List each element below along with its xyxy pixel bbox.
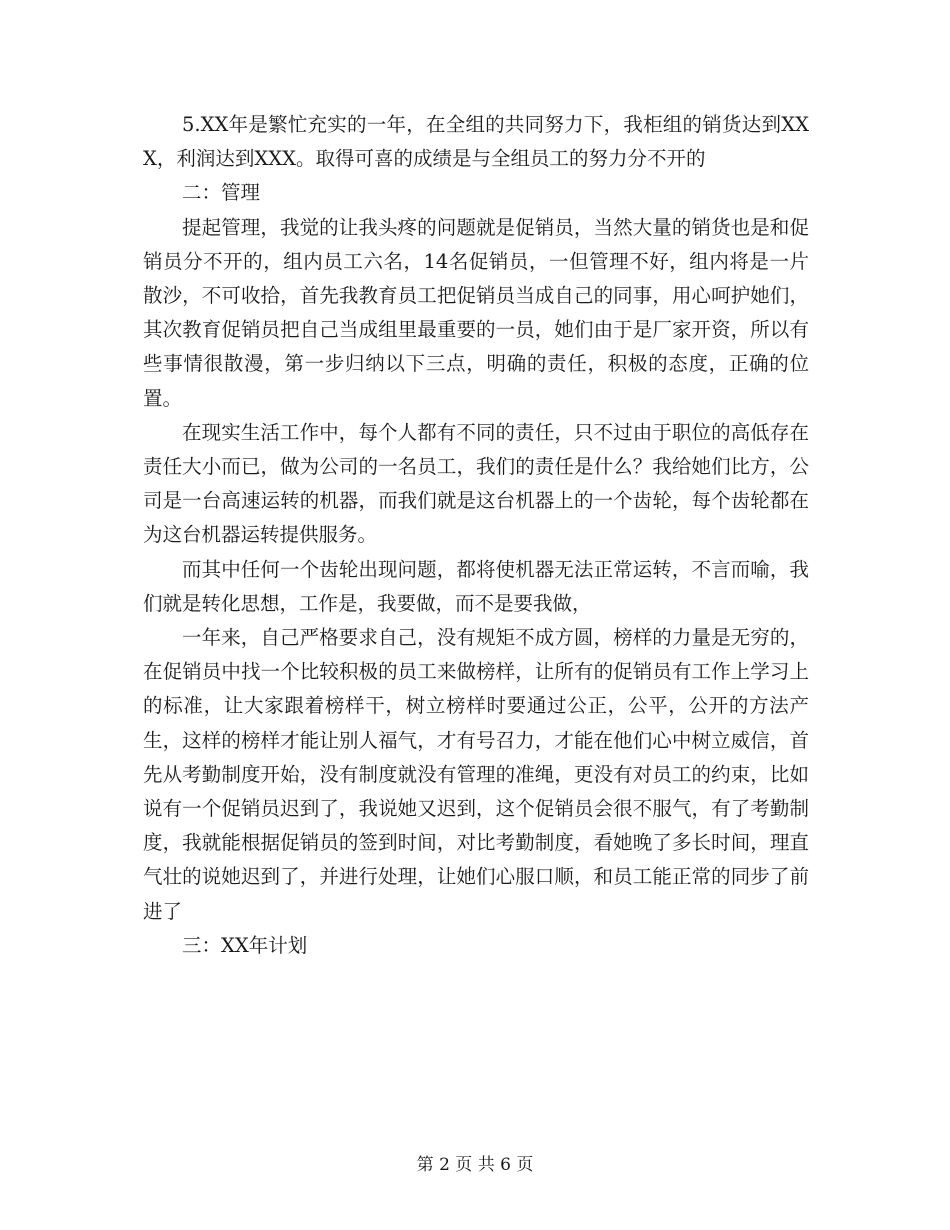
paragraph-sales-summary: 5.XX年是繁忙充实的一年，在全组的共同努力下，我柜组的销货达到XXX，利润达到XXX。取得可喜的成绩是与全组员工的努力分不开的 — [143, 113, 809, 171]
paragraph-responsibility: 在现实生活工作中，每个人都有不同的责任，只不过由于职位的高低存在责任大小而已，做为公司的一名员工，我们的责任是什么？我给她们比方，公司是一台高速运转的机器，而我们就是这台机器上的一个齿轮，每个齿轮都在为这台机器运转提供服务。 — [143, 420, 809, 547]
paragraph-gear-analogy: 而其中任何一个齿轮出现问题，都将使机器无法正常运转，不言而喻，我们就是转化思想，工作是，我要做，而不是要我做， — [143, 557, 809, 615]
page-number-footer: 第 2 页 共 6 页 — [416, 1155, 534, 1175]
section-heading-management: 二：管理 — [182, 181, 261, 205]
section-heading-plan: 三：XX年计划 — [182, 933, 308, 957]
paragraph-management-intro: 提起管理，我觉的让我头疼的问题就是促销员，当然大量的销货也是和促销员分不开的，组内员工六名，14名促销员，一但管理不好，组内将是一片散沙，不可收拾，首先我教育员工把促销员当成自己的同事，用心呵护她们，其次教育促销员把自己当成组里最重要的一员，她们由于是厂家开资，所以有些事情很散漫，第一步归纳以下三点，明确的责任，积极的态度，正确的位置。 — [143, 215, 809, 410]
document-body — [143, 108, 809, 963]
paragraph-role-model: 一年来，自己严格要求自己，没有规矩不成方圆，榜样的力量是无穷的，在促销员中找一个比较积极的员工来做榜样，让所有的促销员有工作上学习上的标准，让大家跟着榜样干，树立榜样时要通过公正，公平，公开的方法产生，这样的榜样才能让别人福气，才有号召力，才能在他们心中树立威信，首先从考勤制度开始，没有制度就没有管理的准绳，更没有对员工的约束，比如说有一个促销员迟到了，我说她又迟到，这个促销员会很不服气，有了考勤制度，我就能根据促销员的签到时间，对比考勤制度，看她晚了多长时间，理直气壮的说她迟到了，并进行处理，让她们心服口顺，和员工能正常的同步了前进了 — [143, 626, 809, 923]
